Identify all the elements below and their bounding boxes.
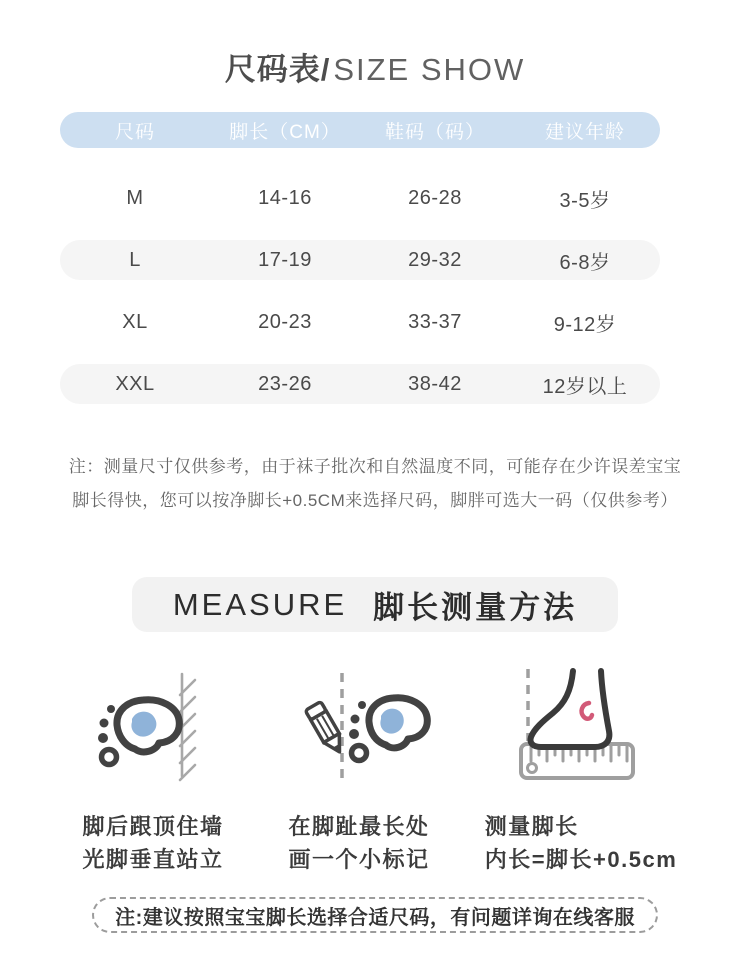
- measure-section-heading: [132, 577, 618, 632]
- footprint-against-wall-icon: [83, 655, 223, 797]
- cell-age: 6-8岁: [559, 251, 611, 274]
- cell-age: 3-5岁: [559, 189, 611, 212]
- cell-size: XL: [122, 310, 148, 333]
- footer-note: [92, 897, 658, 933]
- foot-on-ruler-icon: [489, 655, 674, 797]
- page-title-en: SIZE SHOW: [333, 52, 526, 87]
- note-line-1: 注：测量尺寸仅供参考，由于袜子批次和自然温度不同，可能存在少许误差宝宝: [68, 457, 682, 476]
- cell-size: L: [129, 248, 141, 271]
- header-foot-length: 脚长（CM）: [229, 121, 341, 143]
- footer-note-text: 注:建议按照宝宝脚长选择合适尺码，有问题详询在线客服: [115, 906, 635, 929]
- note-line-2: 脚长得快，您可以按净脚长+0.5CM来选择尺码，脚胖可选大一码（仅供参考）: [72, 491, 678, 510]
- measure-step-2: [258, 655, 460, 876]
- cell-size: XXL: [115, 372, 155, 395]
- cell-age: 12岁以上: [542, 375, 628, 398]
- cell-foot-length: 14-16: [258, 186, 312, 209]
- table-row: [60, 178, 660, 218]
- cell-foot-length: 23-26: [258, 372, 312, 395]
- size-table: [60, 112, 660, 404]
- table-row: [60, 240, 660, 280]
- step-caption: [288, 810, 429, 876]
- page-title: [0, 44, 750, 89]
- step-caption-line-1: 脚后跟顶住墙: [82, 814, 224, 839]
- measure-heading-zh: 脚长测量方法: [373, 590, 578, 625]
- cell-shoe-size: 26-28: [408, 186, 462, 209]
- step-caption-line-2: 光脚垂直站立: [82, 847, 224, 872]
- table-row: [60, 302, 660, 342]
- page-title-zh: 尺码表/: [224, 52, 331, 87]
- size-disclaimer-note: [0, 450, 750, 518]
- step-caption: [82, 810, 223, 876]
- step-caption-line-1: 在脚趾最长处: [288, 814, 430, 839]
- cell-foot-length: 17-19: [258, 248, 312, 271]
- cell-shoe-size: 33-37: [408, 310, 462, 333]
- measure-step-1: [48, 655, 258, 876]
- measure-step-3: [460, 655, 702, 876]
- size-table-header-row: [60, 112, 660, 148]
- cell-shoe-size: 38-42: [408, 372, 462, 395]
- header-size: 尺码: [114, 121, 155, 143]
- table-row: [60, 364, 660, 404]
- measure-steps: [48, 655, 702, 876]
- step-caption: [485, 810, 678, 876]
- cell-size: M: [126, 186, 144, 209]
- pencil-marking-toe-icon: [269, 655, 449, 797]
- header-shoe-size: 鞋码（码）: [384, 121, 485, 143]
- cell-shoe-size: 29-32: [408, 248, 462, 271]
- measure-heading-en: MEASURE: [172, 586, 348, 622]
- step-caption-line-2: 画一个小标记: [288, 847, 430, 872]
- cell-age: 9-12岁: [553, 313, 617, 336]
- cell-foot-length: 20-23: [258, 310, 312, 333]
- step-caption-line-1: 测量脚长: [484, 814, 579, 839]
- header-suggested-age: 建议年龄: [544, 121, 625, 143]
- step-caption-line-2: 内长=脚长+0.5cm: [484, 847, 678, 872]
